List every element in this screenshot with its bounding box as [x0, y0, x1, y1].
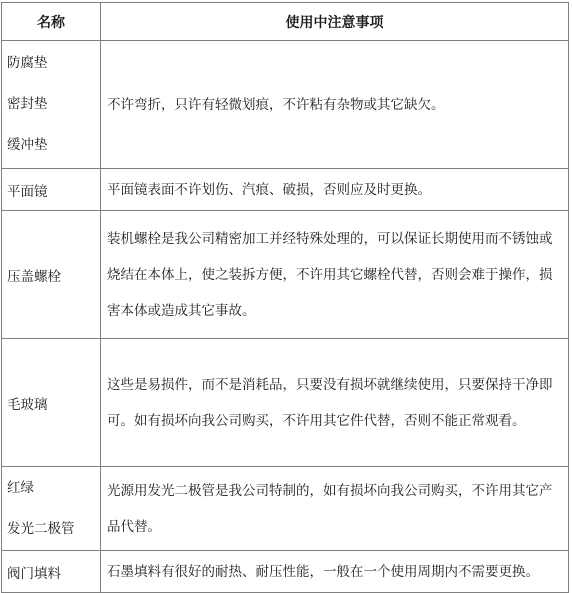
- part-name: 发光二极管: [7, 520, 75, 537]
- part-notes: 石墨填料有很好的耐热、耐压性能，一般在一个使用周期内不需要更换。: [101, 551, 569, 593]
- table-row: [2, 41, 569, 169]
- part-name-cell: [2, 467, 101, 551]
- part-name: 防腐垫: [7, 55, 48, 71]
- part-notes: 不许弯折，只许有轻微划痕，不许粘有杂物或其它缺欠。: [101, 41, 569, 169]
- table-row: [2, 467, 569, 551]
- care-instructions-table: [1, 2, 569, 593]
- part-name: 缓冲垫: [7, 137, 48, 153]
- part-name: 毛玻璃: [2, 339, 101, 467]
- header-name: 名称: [2, 3, 101, 41]
- part-name: 平面镜: [2, 169, 101, 211]
- part-notes: 平面镜表面不许划伤、汽痕、破损，否则应及时更换。: [101, 169, 569, 211]
- table-row: [2, 169, 569, 211]
- part-notes: 光源用发光二极管是我公司特制的，如有损坏向我公司购买，不许用其它产品代替。: [101, 467, 569, 551]
- table-row: [2, 211, 569, 339]
- table-row: [2, 551, 569, 593]
- table-row: [2, 339, 569, 467]
- part-notes: 这些是易损件，而不是消耗品，只要没有损坏就继续使用，只要保持干净即可。如有损坏向我公司购买，不许用其它件代替，否则不能正常观看。: [101, 339, 569, 467]
- header-notes: 使用中注意事项: [101, 3, 569, 41]
- part-name-cell: [2, 41, 101, 169]
- part-name: 红绿: [7, 479, 34, 496]
- part-name: 密封垫: [7, 96, 48, 112]
- table-header-row: [2, 3, 569, 41]
- part-name: 阀门填料: [2, 551, 101, 593]
- part-notes: 装机螺栓是我公司精密加工并经特殊处理的，可以保证长期使用而不锈蚀或烧结在本体上，使之装拆方便，不许用其它螺栓代替，否则会难于操作，损害本体或造成其它事故。: [101, 211, 569, 339]
- part-name: 压盖螺栓: [2, 211, 101, 339]
